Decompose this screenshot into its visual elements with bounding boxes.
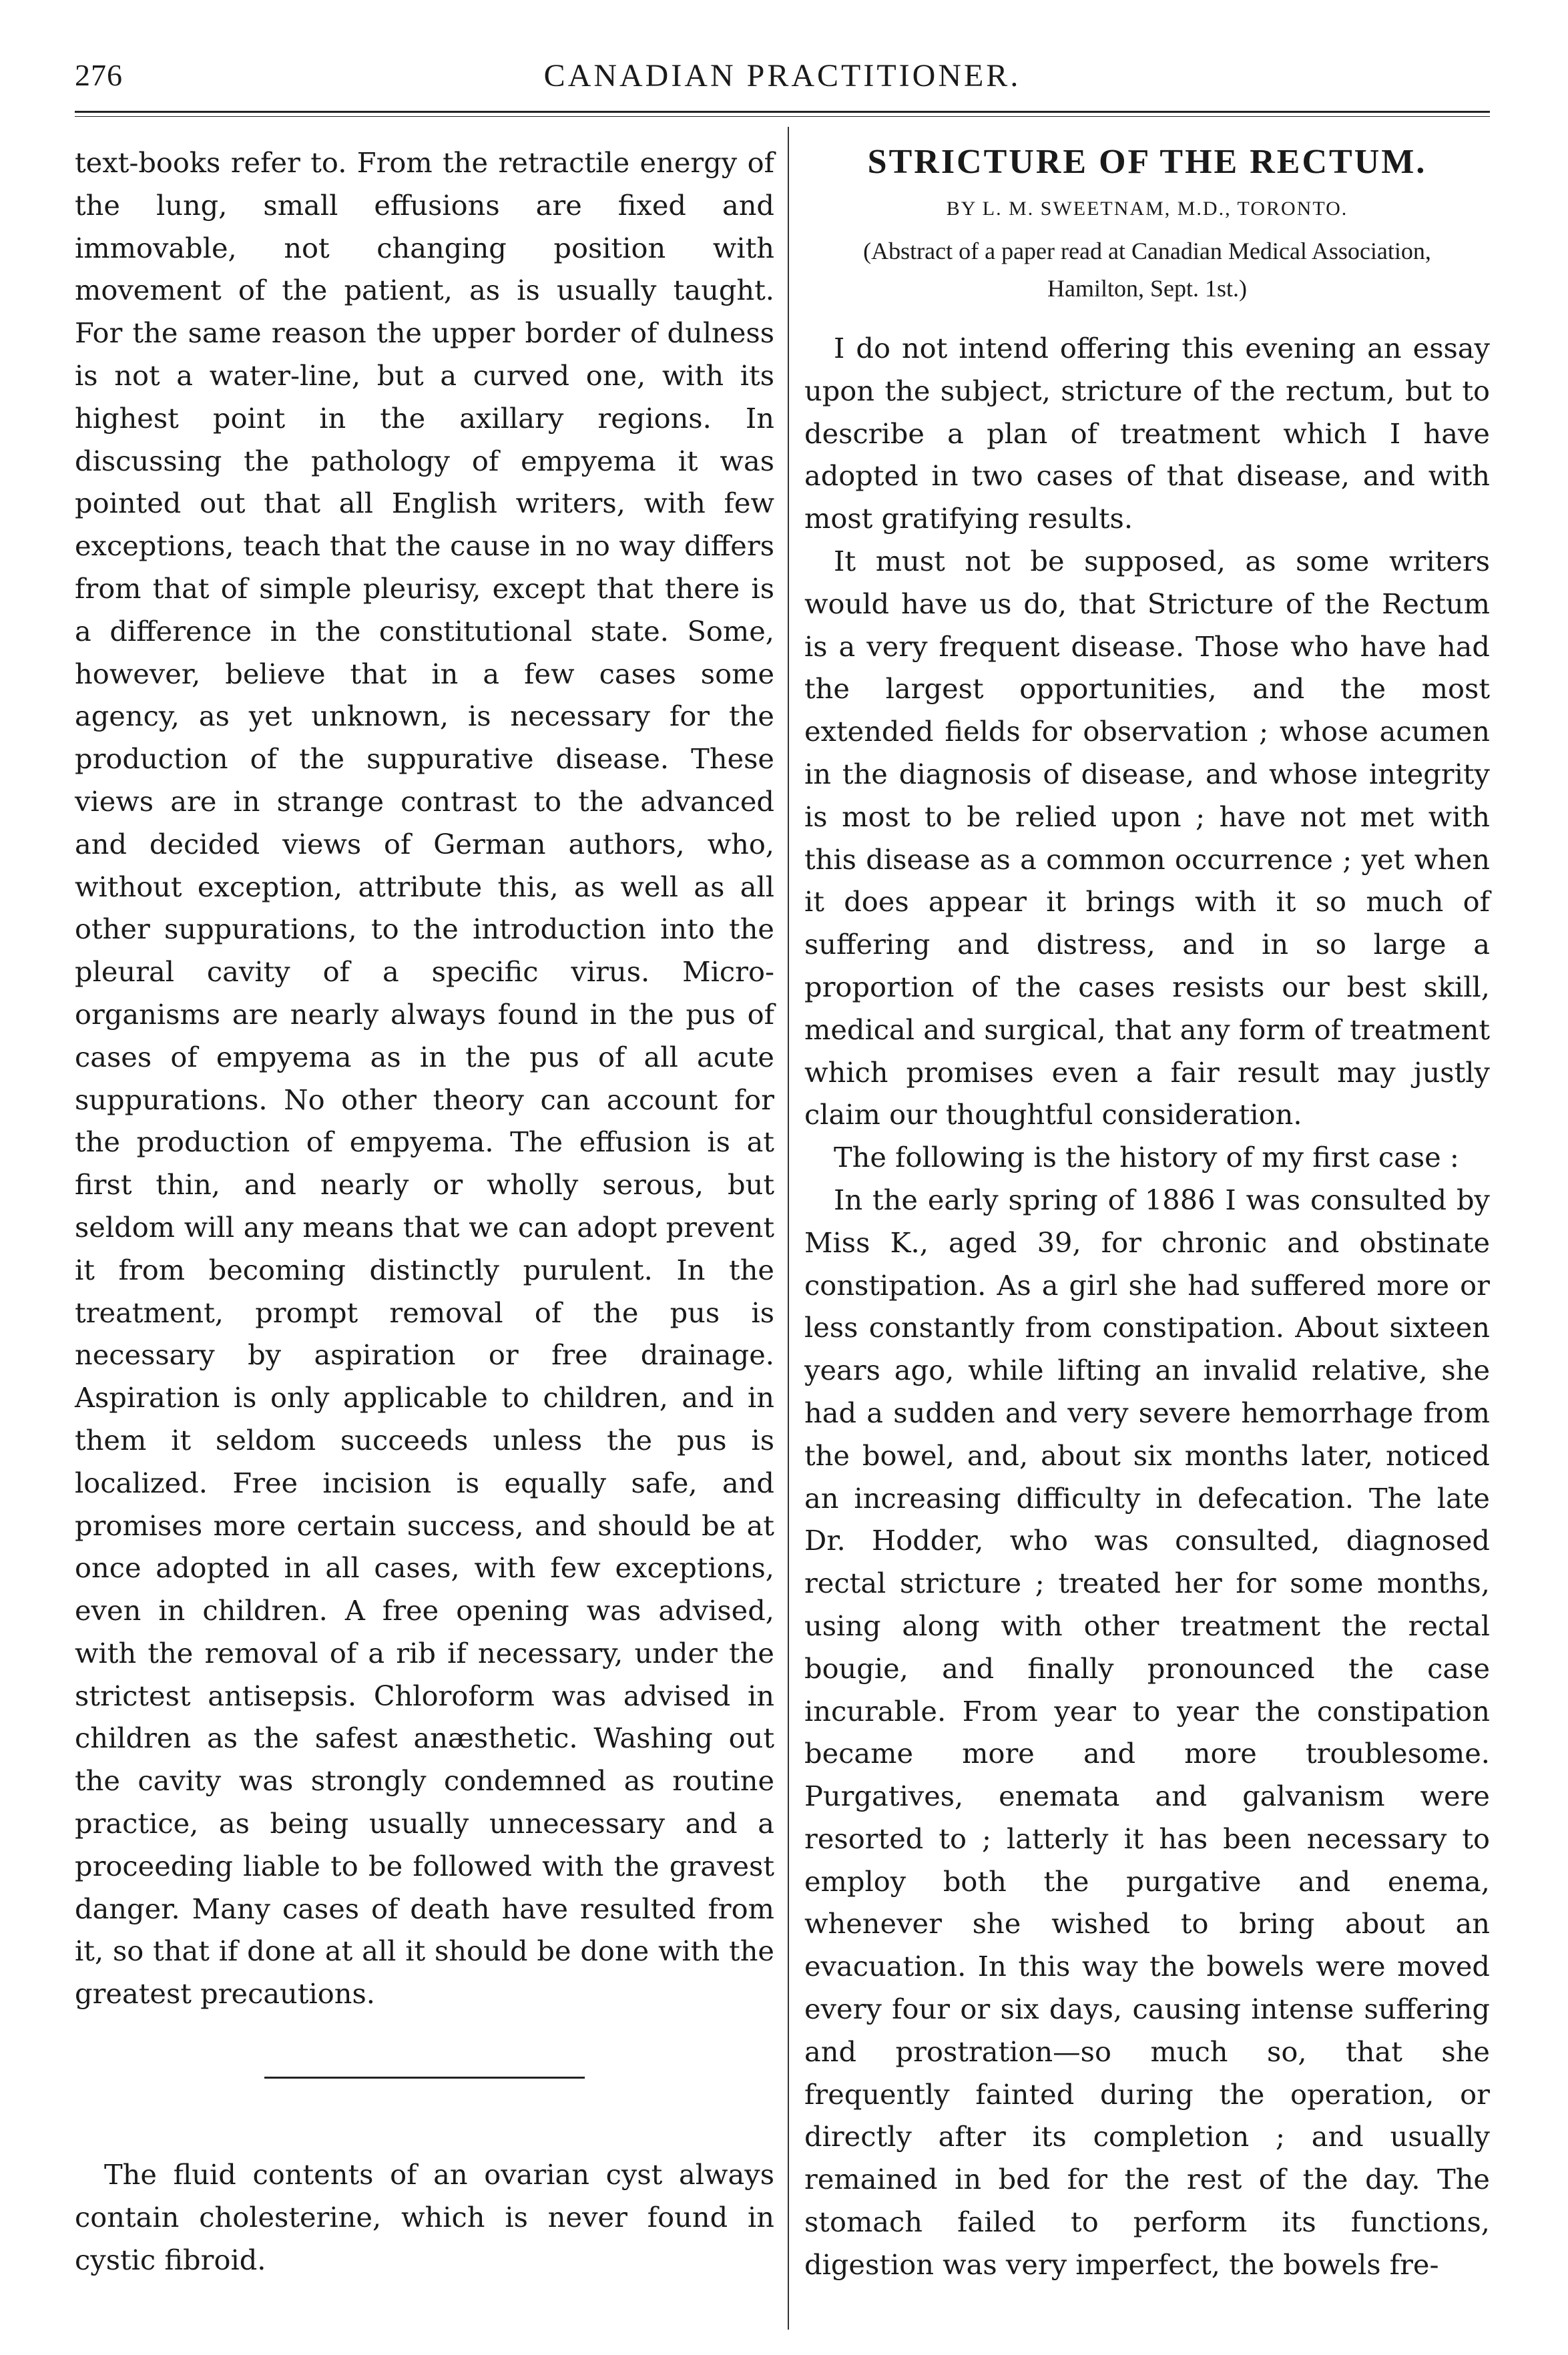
body-paragraph: I do not intend offering this evening an essay upon the subject, stricture of the rectum, but to describe a plan of treatment which I have adopted in two cases of that disease, and with most gratifying results. [804, 332, 1490, 535]
body-paragraph: The following is the history of my first case : [834, 1141, 1459, 1174]
right-column [804, 142, 1490, 2286]
abstract-note: (Abstract of a paper read at Canadian Medical Association, Hamilton, Sept. 1st.) [863, 238, 1431, 302]
running-title: CANADIAN PRACTITIONER. [543, 58, 1021, 93]
header-rule [75, 111, 1490, 113]
article-title: STRICTURE OF THE RECTUM. [867, 143, 1427, 181]
page-number: 276 [75, 58, 123, 92]
body-paragraph: It must not be supposed, as some writers would have us do, that Stricture of the Rectum is a very frequent disease. Those who have had the largest opportunities, and the most extended fields for observation ; whose acumen in the diagnosis of disease, and whose integrity is most to be relied upon ; have not met with this disease as a common occurrence ; yet when it does appear it brings with it so much of suffering and distress, and in so large a proportion of the cases resists our best skill, medical and surgical, that any form of treatment which promises even a fair result may justly claim our thoughtful consideration. [804, 544, 1490, 1131]
note-paragraph: The fluid contents of an ovarian cyst always contain cholesterine, which is never found in cystic fibroid. [75, 2158, 774, 2276]
header-rule-thin [75, 116, 1490, 117]
left-column [75, 142, 774, 2281]
column-divider [788, 127, 789, 2330]
section-separator-rule [264, 2077, 585, 2079]
page-header [75, 57, 1490, 104]
body-paragraph: text-books refer to. From the retractile energy of the lung, small effusions are fixed and immovable, not changing position with movement of the patient, as is usually taught. For the same reason the upper border of dulness is not a water-line, but a curved one, with its highest point in the axillary regions. In discussing the pathology of empyema it was pointed out that all English writers, with few exceptions, teach that the cause in no way differs from that of simple pleurisy, except that there is a difference in the constitutional state. Some, however, believe that in a few cases some agency, as yet unknown, is necessary for the production of the suppurative disease. These views are in strange contrast to the advanced and decided views of German authors, who, without exception, attribute this, as well as all other suppurations, to the introduction into the pleural cavity of a specific virus. Micro-organisms are nearly always found in the pus of cases of empyema as in the pus of all acute suppurations. No other theory can account for the production of empyema. The effusion is at first thin, and nearly or wholly serous, but seldom will any means that we can adopt prevent it from becoming distinctly purulent. In the treatment, prompt removal of the pus is necessary by aspiration or free drainage. Aspiration is only applicable to children, and in them it seldom succeeds unless the pus is localized. Free incision is equally safe, and promises more certain success, and should be at once adopted in all cases, with few exceptions, even in children. A free opening was advised, with the removal of a rib if necessary, under the strictest antisepsis. Chloroform was advised in children as the safest anæsthetic. Washing out the cavity was strongly condemned as routine practice, as being usually unnecessary and a proceeding liable to be followed with the gravest danger. Many cases of death have resulted from it, so that if done at all it should be done with the greatest precautions. [75, 146, 774, 2011]
article-byline: BY L. M. SWEETNAM, M.D., TORONTO. [946, 198, 1348, 220]
body-paragraph: In the early spring of 1886 I was consulted by Miss K., aged 39, for chronic and obstinate constipation. As a girl she had suffered more or less constantly from constipation. About sixteen years ago, while lifting an invalid relative, she had a sudden and very severe hemorrhage from the bowel, and, about six months later, noticed an increasing difficulty in defecation. The late Dr. Hodder, who was consulted, diagnosed rectal stricture ; treated her for some months, using along with other treatment the rectal bougie, and finally pronounced the case incurable. From year to year the constipation became more and more troublesome. Purgatives, enemata and galvanism were resorted to ; latterly it has been necessary to employ both the purgative and enema, whenever she wished to bring about an evacuation. In this way the bowels were moved every four or six days, causing intense suffering and prostration—so much so, that she frequently fainted during the operation, or directly after its completion ; and usually remained in bed for the rest of the day. The stomach failed to perform its functions, digestion was very imperfect, the bowels fre- [804, 1183, 1490, 2281]
